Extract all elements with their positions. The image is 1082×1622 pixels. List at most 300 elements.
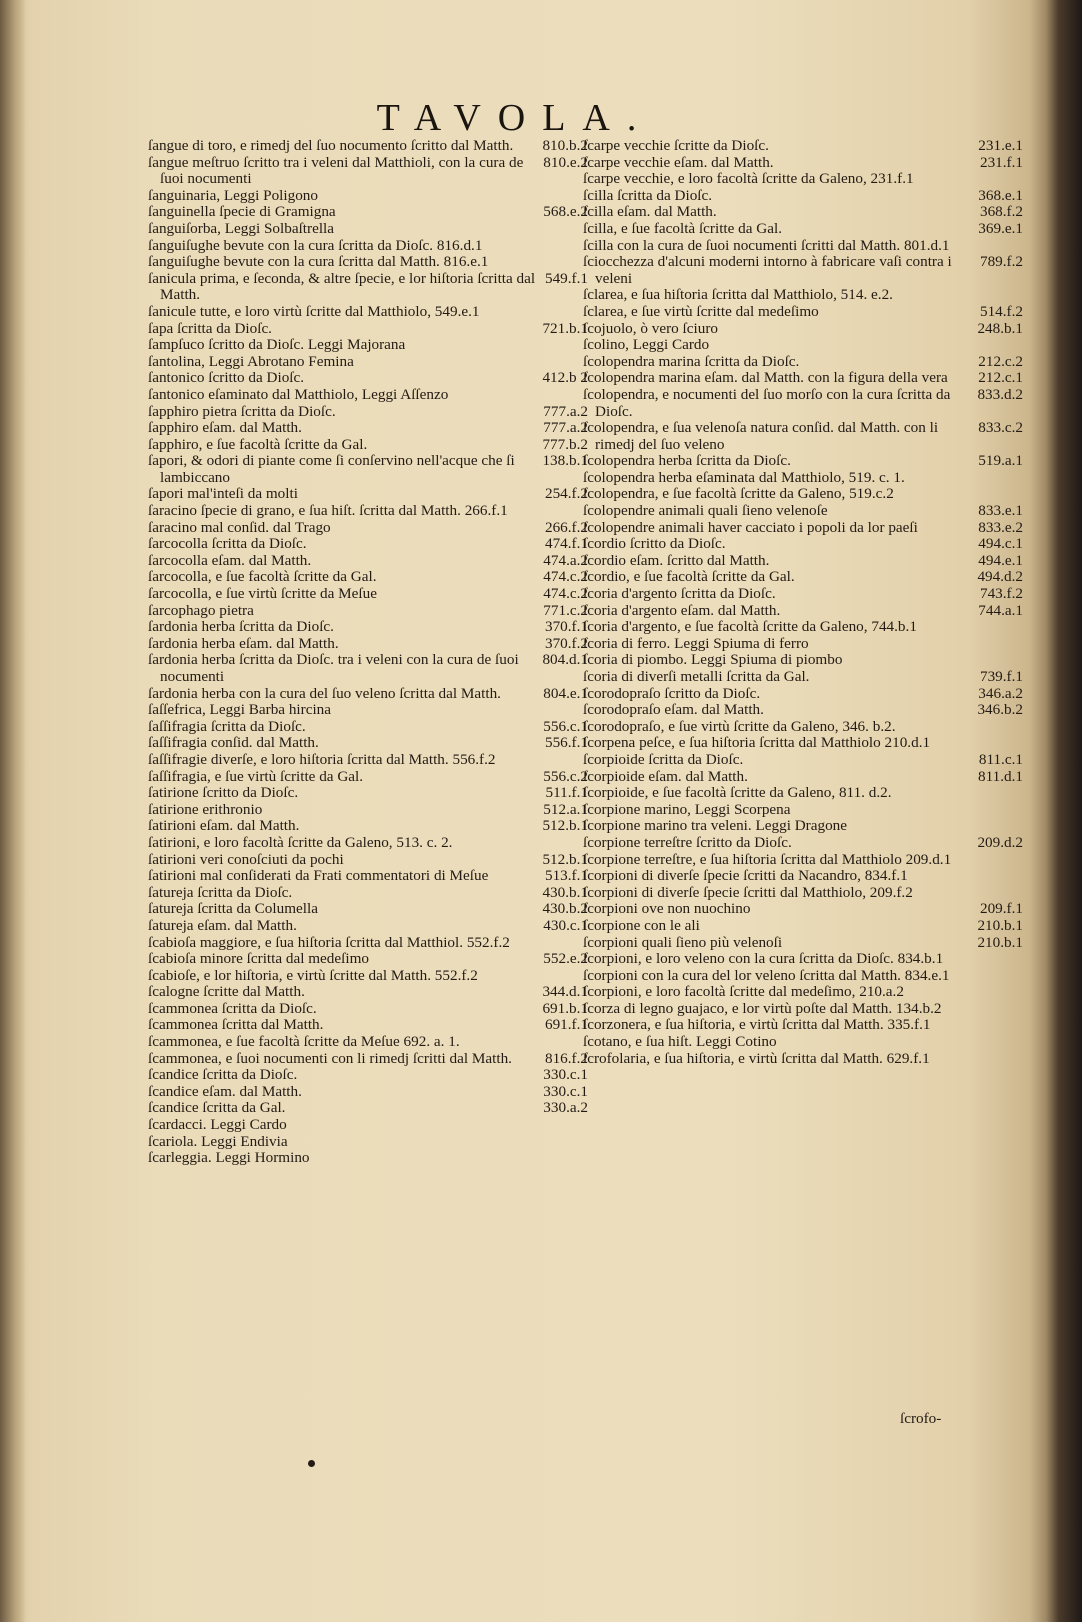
index-entry-ref: 210.b.1 [977,933,1023,951]
index-entry-ref: 512.b.1 [542,850,588,868]
index-entry-label: ſclarea, e ſua hiſtoria ſcritta dal Matthiolo, 514. e.2. [583,286,893,304]
index-entry-label: ſapphiro pietra ſcritta da Dioſc. [148,402,336,420]
index-entry-text [148,138,588,155]
index-entry-text [583,453,1023,470]
index-entry-ref: 209.d.2 [977,833,1023,851]
index-entry-label: ſantonico eſaminato dal Matthiolo, Leggi Aſſenzo [148,385,449,403]
index-entry-text [583,586,1023,603]
index-entry-ref: 739.f.1 [979,668,1023,685]
index-entry [583,221,1023,238]
index-entry-text [148,1150,588,1167]
index-entry-text [583,569,1023,586]
index-entry-label: ſcandice eſam. dal Matth. [148,1082,302,1100]
index-entry-label: ſcorpione con le ali [583,916,700,934]
index-entry-text [148,569,588,586]
index-entry [583,835,1023,852]
index-entry [583,868,1023,885]
index-entry-ref: 494.c.1 [978,535,1023,553]
index-entry [148,769,588,786]
index-entry-label: ſcolopendra marina eſam. dal Matth. con la figura della vera [583,369,948,387]
index-entry-ref: 691.f.1 [544,1016,588,1034]
index-entry [148,155,588,188]
index-entry-label: ſanguiſorba, Leggi Solbaſtrella [148,219,334,237]
index-entry [148,337,588,354]
index-entry [583,470,1023,487]
index-entry-ref: 266.f.2 [544,518,588,536]
index-entry-ref: 248.b.1 [977,319,1023,337]
index-entry-label: ſcorpione marino tra veleni. Leggi Dragone [583,817,847,835]
index-entry-label: ſcolopendra, e nocumenti del ſuo morſo con la cura ſcritta da Dioſc. [583,385,951,420]
index-entry-label: ſcorpioni con la cura del lor veleno ſcritta dal Matth. 834.e.1 [583,966,950,984]
index-entry-text [583,321,1023,338]
index-entry [148,437,588,454]
index-entry-text [148,1051,588,1068]
index-entry-text [148,387,588,404]
index-entry-text [148,1001,588,1018]
index-entry-text [148,204,588,221]
index-entry [148,603,588,620]
index-entry-text [583,1017,1023,1034]
index-entry-ref: 212.c.2 [978,352,1023,370]
index-entry-label: ſcoria d'argento ſcritta da Dioſc. [583,585,776,603]
index-entry-text [583,785,1023,802]
index-entry-label: ſcandice ſcritta da Dioſc. [148,1066,298,1084]
index-entry-ref: 549.f.1 [544,269,588,287]
index-entry-ref: 512.b.1 [542,817,588,835]
index-entry [583,752,1023,769]
index-entry-label: ſcorzonera, e ſua hiſtoria, e virtù ſcritta dal Matth. 335.f.1 [583,1016,931,1034]
index-entry-label: ſcoria di piombo. Leggi Spiuma di piombo [583,651,843,669]
index-entry-ref: 816.f.2 [544,1049,588,1067]
index-entry-label: ſapori mal'inteſi da molti [148,485,298,503]
index-entry [148,254,588,271]
index-entry [583,536,1023,553]
index-entry-text [583,735,1023,752]
index-entry-label: ſatirioni veri conoſciuti da pochi [148,850,344,868]
ink-spot [308,1460,315,1467]
index-entry-text [583,901,1023,918]
index-entry-label: ſanicule tutte, e loro virtù ſcritte dal Matthiolo, 549.e.1 [148,302,480,320]
index-entry [148,354,588,371]
index-entry [583,337,1023,354]
index-entry-text [148,603,588,620]
page-header: TAVOLA. [376,97,654,139]
index-entry-label: ſcordio, e ſue facoltà ſcritte da Gal. [583,568,795,586]
index-entry-text [583,769,1023,786]
index-entry-ref: 552.e.2 [543,950,588,968]
index-entry-ref: 368.f.2 [979,203,1023,221]
index-entry-label: ſcorpioni, e loro facoltà ſcritte dal medeſimo, 210.a.2 [583,983,904,1001]
index-entry-label: ſcarpe vecchie, e loro facoltà ſcritte da Galeno, 231.f.1 [583,170,914,188]
index-entry-ref: 833.e.2 [978,518,1023,536]
index-entry-ref: 254.f.2 [544,485,588,503]
index-entry-label: ſatirioni, e loro facoltà ſcritte da Galeno, 513. c. 2. [148,833,453,851]
index-entry [148,785,588,802]
index-entry-text [583,221,1023,238]
index-entry [583,569,1023,586]
index-entry [148,271,588,304]
index-entry [148,387,588,404]
index-entry-label: ſcolopendra herba eſaminata dal Matthiolo, 519. c. 1. [583,468,905,486]
index-entry-label: ſcammonea ſcritta dal Matth. [148,1016,324,1034]
index-entry-text [148,304,588,321]
index-entry-label: ſcarleggia. Leggi Hormino [148,1149,310,1167]
index-entry-label: ſaſſifragia conſid. dal Matth. [148,734,319,752]
index-entry-ref: 330.a.2 [543,1099,588,1117]
index-entry-label: ſcorpioni quali ſieno più velenoſi [583,933,783,951]
index-entry [583,984,1023,1001]
index-entry-text [148,155,588,188]
index-entry [583,935,1023,952]
index-entry-label: ſaſſifragie diverſe, e loro hiſtoria ſcritta dal Matth. 556.f.2 [148,750,496,768]
index-entry-text [148,818,588,835]
index-entry [148,553,588,570]
index-entry-label: ſampſuco ſcritto da Dioſc. Leggi Majorana [148,336,406,354]
index-entry-ref: 138.b.1 [542,452,588,470]
index-entry-text [148,785,588,802]
index-entry [148,702,588,719]
index-entry-text [148,404,588,421]
index-entry-ref: 370.f.2 [544,634,588,652]
index-entry [148,188,588,205]
index-entry-ref: 833.c.2 [978,419,1023,437]
index-entry [583,354,1023,371]
index-entry-ref: 789.f.2 [979,253,1023,271]
index-entry [583,719,1023,736]
index-entry [148,935,588,952]
index-entry-text [148,437,588,454]
index-entry [148,1017,588,1034]
index-entry-ref: 430.b.1 [542,883,588,901]
index-entry [583,387,1023,420]
index-entry [148,619,588,636]
index-entry-text [583,503,1023,520]
index-entry-text [148,1117,588,1134]
index-entry-ref: 804.e.1 [543,684,588,702]
index-entry [583,702,1023,719]
index-entry [583,785,1023,802]
right-column [583,138,1023,1067]
index-entry-label: ſantolina, Leggi Abrotano Femina [148,352,354,370]
index-entry [148,138,588,155]
index-entry [583,686,1023,703]
index-entry-text [148,636,588,653]
index-entry-label: ſcilla ſcritta da Dioſc. [583,186,713,204]
index-entry-text [148,984,588,1001]
index-entry-text [148,553,588,570]
index-entry-text [148,1067,588,1084]
index-entry [583,238,1023,255]
index-entry-text [148,735,588,752]
index-entry-ref: 810.b.2 [542,137,588,154]
index-entry-ref: 231.f.1 [979,153,1023,171]
index-entry [148,1134,588,1151]
index-entry-label: ſcolopendre animali haver cacciato i popoli da lor paeſi [583,518,918,536]
index-entry [148,304,588,321]
index-entry-label: ſcordio ſcritto da Dioſc. [583,535,726,553]
index-entry-text [148,370,588,387]
index-entry-text [583,686,1023,703]
index-entry [148,652,588,685]
index-entry-label: ſcalogne ſcritte dal Matth. [148,983,305,1001]
index-entry [148,204,588,221]
index-entry [583,669,1023,686]
index-entry-label: ſcorpioni di diverſe ſpecie ſcritti da Nacandro, 834.f.1 [583,867,908,885]
index-entry-text [583,354,1023,371]
index-entry-label: ſaſſifragia ſcritta da Dioſc. [148,717,306,735]
index-entry-text [583,1001,1023,1018]
index-entry [583,188,1023,205]
index-entry-label: ſclarea, e ſue virtù ſcritte dal medeſimo [583,302,819,320]
index-entry [148,520,588,537]
index-entry-ref: 556.c.2 [543,767,588,785]
index-entry [148,1067,588,1084]
index-entry-label: ſcilla, e ſue facoltà ſcritte da Gal. [583,219,783,237]
index-entry-ref: 777.a.2 [543,402,588,420]
index-entry [583,652,1023,669]
index-entry-ref: 474.c.2 [543,585,588,603]
index-entry-text [583,818,1023,835]
index-entry-label: ſarcocolla eſam. dal Matth. [148,551,312,569]
index-entry-label: ſcoria di ferro. Leggi Spiuma di ferro [583,634,809,652]
index-entry-label: ſcilla con la cura de ſuoi nocumenti ſcritti dal Matth. 801.d.1 [583,236,950,254]
index-entry-text [148,520,588,537]
index-entry [148,238,588,255]
index-entry [583,254,1023,287]
index-entry-ref: 474.f.1 [544,535,588,553]
index-entry-ref: 744.a.1 [978,601,1023,619]
index-entry-text [583,370,1023,387]
index-entry [583,321,1023,338]
index-entry-ref: 810.e.2 [543,153,588,171]
index-entry [583,968,1023,985]
index-entry [583,486,1023,503]
index-entry-text [148,901,588,918]
index-entry-ref: 474.c.2 [543,568,588,586]
index-entry-label: ſatureja ſcritta da Dioſc. [148,883,293,901]
index-entry [148,918,588,935]
index-entry-ref: 556.c.1 [543,717,588,735]
index-entry [583,138,1023,155]
index-entry [583,204,1023,221]
index-entry-label: ſapphiro, e ſue facoltà ſcritte da Gal. [148,435,368,453]
index-entry-label: ſcorodopraſo, e ſue virtù ſcritte da Galeno, 346. b.2. [583,717,896,735]
index-entry-label: ſcolopendra herba ſcritta da Dioſc. [583,452,791,470]
index-entry [148,802,588,819]
index-entry-label: ſatirione erithronio [148,800,263,818]
index-entry [148,221,588,238]
index-entry-ref: 346.b.2 [977,701,1023,719]
index-entry-text [583,802,1023,819]
index-entry-text [148,686,588,703]
index-entry-label: ſcabioſa minore ſcritta dal medeſimo [148,950,369,968]
index-entry [583,553,1023,570]
index-entry-text [583,171,1023,188]
index-entry-text [148,536,588,553]
index-entry-text [583,486,1023,503]
index-entry-text [583,719,1023,736]
index-entry-text [148,453,588,486]
index-entry-text [583,752,1023,769]
index-entry-text [148,221,588,238]
index-entry [148,951,588,968]
index-entry [583,636,1023,653]
index-entry [583,951,1023,968]
index-entry [583,619,1023,636]
index-entry [148,686,588,703]
left-column [148,138,588,1167]
index-entry-ref: 804.d.1 [542,651,588,669]
catchword: ſcrofo- [900,1410,942,1427]
index-entry [148,719,588,736]
index-entry-ref: 833.e.1 [978,502,1023,520]
index-entry-ref: 494.e.1 [978,551,1023,569]
index-entry-label: ſarcocolla, e ſue virtù ſcritte da Meſue [148,585,377,603]
index-entry [148,453,588,486]
index-entry [583,901,1023,918]
index-entry [583,287,1023,304]
index-entry-text [583,619,1023,636]
index-entry [583,520,1023,537]
index-entry-label: ſcojuolo, ò vero ſciuro [583,319,718,337]
index-entry-ref: 512.a.1 [543,800,588,818]
index-entry-ref: 370.f.1 [544,618,588,636]
index-entry-ref: 811.c.1 [978,750,1023,768]
index-entry-text [148,918,588,935]
index-entry-label: ſcoria d'argento, e ſue facoltà ſcritte da Galeno, 744.b.1 [583,618,917,636]
index-entry-ref: 209.f.1 [979,900,1023,918]
index-entry-label: ſanguinella ſpecie di Gramigna [148,203,336,221]
index-entry-text [148,968,588,985]
index-entry-text [583,287,1023,304]
index-entry-ref: 412.b 2 [542,369,588,387]
index-entry-ref: 430.c.1 [543,916,588,934]
index-entry-label: ſangue meſtruo ſcritto tra i veleni dal Matthioli, con la cura de ſuoi nocumenti [148,153,524,188]
index-entry-label: ſcrofolaria, e ſua hiſtoria, e virtù ſcritta dal Matth. 629.f.1 [583,1049,930,1067]
index-entry-text [583,337,1023,354]
index-entry-text [583,204,1023,221]
index-entry-text [583,387,1023,420]
index-entry [583,603,1023,620]
index-entry [583,802,1023,819]
index-entry-label: ſcarpe vecchie ſcritte da Dioſc. [583,137,769,154]
index-entry [583,769,1023,786]
index-entry-text [148,702,588,719]
index-entry [583,1001,1023,1018]
index-entry [583,586,1023,603]
index-entry-label: ſapori, & odori di piante come ſi conſervino nell'acque che ſi lambiccano [148,452,515,486]
index-entry-ref: 513.f.1 [544,867,588,885]
index-entry-text [148,885,588,902]
index-entry [148,968,588,985]
index-entry-label: ſatirioni eſam. dal Matth. [148,817,300,835]
index-entry [148,868,588,885]
index-entry-label: ſcorpione terreſtre ſcritto da Dioſc. [583,833,792,851]
index-entry-text [148,852,588,869]
index-entry-text [583,254,1023,287]
index-entry-text [148,1017,588,1034]
index-entry-label: ſcarpe vecchie eſam. dal Matth. [583,153,774,171]
index-entry-label: ſatureja eſam. dal Matth. [148,916,297,934]
index-entry-ref: 514.f.2 [979,302,1023,320]
index-entry-ref: 519.a.1 [978,452,1023,470]
index-entry-text [583,885,1023,902]
index-entry [583,918,1023,935]
index-entry-ref: 330.c.1 [543,1082,588,1100]
index-entry-label: ſanguiſughe bevute con la cura ſcritta dal Matth. 816.e.1 [148,253,489,271]
index-entry-label: ſanguinaria, Leggi Poligono [148,186,318,204]
index-entry-text [583,420,1023,453]
index-entry [148,885,588,902]
index-entry-ref: 721.b.1 [542,319,588,337]
index-entry-label: ſcardacci. Leggi Cardo [148,1116,287,1134]
index-entry [583,420,1023,453]
index-entry-label: ſarcocolla ſcritta da Dioſc. [148,535,307,553]
index-entry [148,404,588,421]
index-entry [583,155,1023,172]
index-entry-text [148,337,588,354]
index-entry-text [148,935,588,952]
index-entry-label: ſcorpioide ſcritta da Dioſc. [583,750,744,768]
index-entry-text [583,951,1023,968]
gutter-shadow [0,0,26,1622]
index-entry [148,752,588,769]
index-entry-ref: 212.c.1 [978,369,1023,387]
index-entry-text [148,503,588,520]
index-entry-text [148,769,588,786]
index-entry [148,835,588,852]
index-entry-label: ſcorpione terreſtre, e ſua hiſtoria ſcritta dal Matthiolo 209.d.1 [583,850,952,868]
index-entry [583,885,1023,902]
index-entry-ref: 494.d.2 [977,568,1023,586]
page-edge [1030,0,1082,1622]
index-entry-label: ſcoria d'argento eſam. dal Matth. [583,601,781,619]
index-entry-ref: 330.c.1 [543,1066,588,1084]
index-entry-label: ſaſſifragia, e ſue virtù ſcritte da Gal. [148,767,364,785]
index-entry-text [148,238,588,255]
index-entry [583,1034,1023,1051]
index-entry-ref: 771.c.2 [543,601,588,619]
index-entry-text [583,702,1023,719]
index-entry-text [148,354,588,371]
index-entry [148,818,588,835]
index-entry [583,735,1023,752]
index-entry-text [148,420,588,437]
index-entry [148,586,588,603]
index-entry-text [583,652,1023,669]
index-entry-text [583,868,1023,885]
index-entry-text [583,138,1023,155]
index-entry [148,1100,588,1117]
index-entry-label: ſcolino, Leggi Cardo [583,336,710,354]
index-entry-label: ſaracino mal conſid. dal Trago [148,518,331,536]
index-entry-ref: 231.e.1 [978,137,1023,154]
index-entry [148,735,588,752]
index-entry-text [148,1084,588,1101]
index-entry-text [148,951,588,968]
index-entry-text [583,968,1023,985]
index-entry-text [148,619,588,636]
index-entry-text [583,155,1023,172]
index-entry-label: ſcoria di diverſi metalli ſcritta da Gal. [583,668,810,685]
index-entry-label: ſcolopendra, e ſua velenoſa natura conſid. dal Matth. con li rimedj del ſuo veleno [583,419,939,453]
index-entry [583,503,1023,520]
index-entry-text [148,752,588,769]
index-entry [148,1150,588,1167]
index-entry-ref: 368.e.1 [978,186,1023,204]
index-entry-ref: 777.a.2 [543,419,588,437]
index-entry [148,901,588,918]
